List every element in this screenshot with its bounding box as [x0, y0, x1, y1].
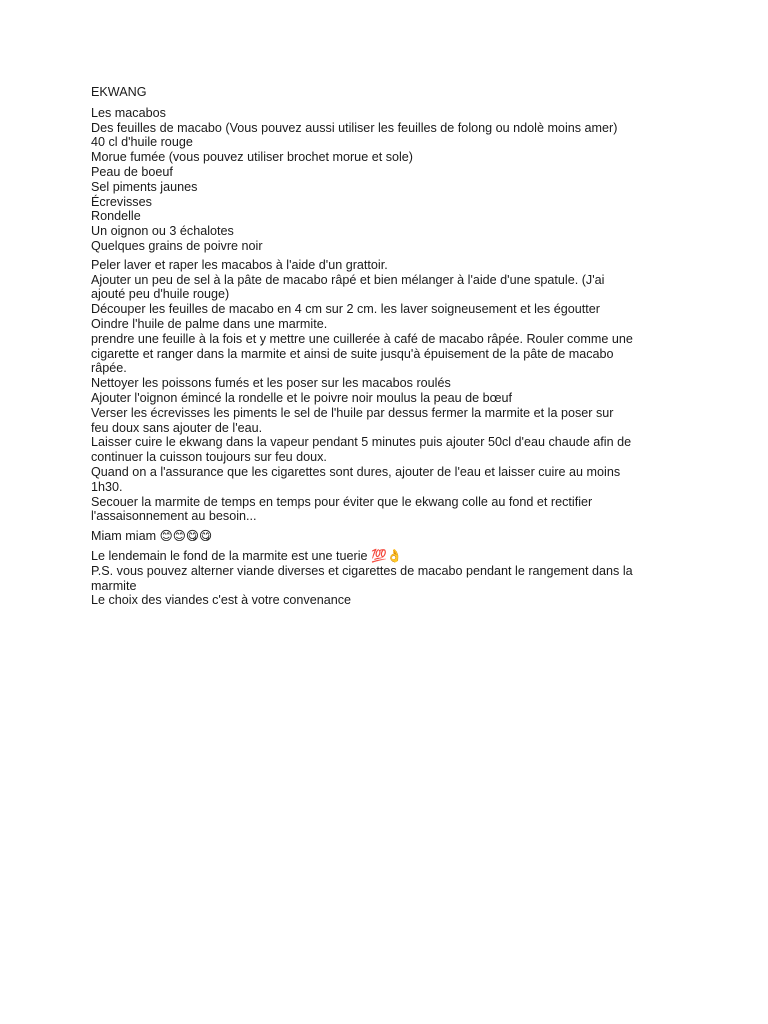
step-line: Ajouter un peu de sel à la pâte de macabo râpé et bien mélanger à l'aide d'une spatule. (J'ai [91, 272, 605, 287]
ingredients-list [91, 106, 691, 254]
ingredient-line: Morue fumée (vous pouvez utiliser brochet morue et sole) [91, 150, 413, 165]
ingredient-line: Les macabos [91, 105, 166, 120]
step-line: Découper les feuilles de macabo en 4 cm sur 2 cm. les laver soigneusement et les égoutter [91, 302, 600, 317]
step-line: Laisser cuire le ekwang dans la vapeur pendant 5 minutes puis ajouter 50cl d'eau chaude afin de [91, 435, 632, 450]
step-line: continuer la cuisson toujours sur feu doux. [91, 450, 327, 465]
step-line: l'assaisonnement au besoin... [91, 509, 257, 524]
step-line: râpée. [91, 361, 127, 376]
step-line: Ajouter l'oignon émincé la rondelle et le poivre noir moulus la peau de bœuf [91, 390, 513, 405]
closing-line: Le lendemain le fond de la marmite est une tuerie 💯👌 [91, 548, 403, 563]
step-line: 1h30. [91, 479, 123, 494]
step-line: Secouer la marmite de temps en temps pour éviter que le ekwang colle au fond et rectifier [91, 494, 593, 509]
ingredient-line: Sel piments jaunes [91, 179, 198, 194]
ingredient-line: Des feuilles de macabo (Vous pouvez aussi utiliser les feuilles de folong ou ndolè moins amer) [91, 120, 618, 135]
step-line: Verser les écrevisses les piments le sel de l'huile par dessus fermer la marmite et la poser sur [91, 405, 614, 420]
miam-line [91, 529, 691, 544]
step-line: Peler laver et raper les macabos à l'aide d'un grattoir. [91, 257, 388, 272]
closing-line: Le choix des viandes c'est à votre convenance [91, 593, 352, 608]
step-line: Oindre l'huile de palme dans une marmite. [91, 316, 328, 331]
closing-line: marmite [91, 578, 137, 593]
document-page [91, 85, 691, 608]
ingredient-line: Écrevisses [91, 194, 152, 209]
closing-notes [91, 549, 691, 608]
ingredient-line: Un oignon ou 3 échalotes [91, 224, 234, 239]
closing-line: P.S. vous pouvez alterner viande diverses et cigarettes de macabo pendant le rangement dans la [91, 563, 633, 578]
step-line: feu doux sans ajouter de l'eau. [91, 420, 263, 435]
step-line: cigarette et ranger dans la marmite et ainsi de suite jusqu'à épuisement de la pâte de macabo [91, 346, 614, 361]
ingredient-line: 40 cl d'huile rouge [91, 135, 193, 150]
step-line: Nettoyer les poissons fumés et les poser sur les macabos roulés [91, 376, 451, 391]
ingredient-line: Rondelle [91, 209, 141, 224]
miam-text: Miam miam 😊😊😋😋 [91, 529, 213, 544]
step-line: prendre une feuille à la fois et y mettre une cuillerée à café de macabo râpée. Rouler comme une [91, 331, 633, 346]
ingredient-line: Quelques grains de poivre noir [91, 238, 263, 253]
ingredient-line: Peau de boeuf [91, 164, 173, 179]
steps-list [91, 258, 691, 524]
step-line: ajouté peu d'huile rouge) [91, 287, 230, 302]
recipe-title: EKWANG [91, 85, 147, 99]
step-line: Quand on a l'assurance que les cigarettes sont dures, ajouter de l'eau et laisser cuire au moins [91, 464, 621, 479]
